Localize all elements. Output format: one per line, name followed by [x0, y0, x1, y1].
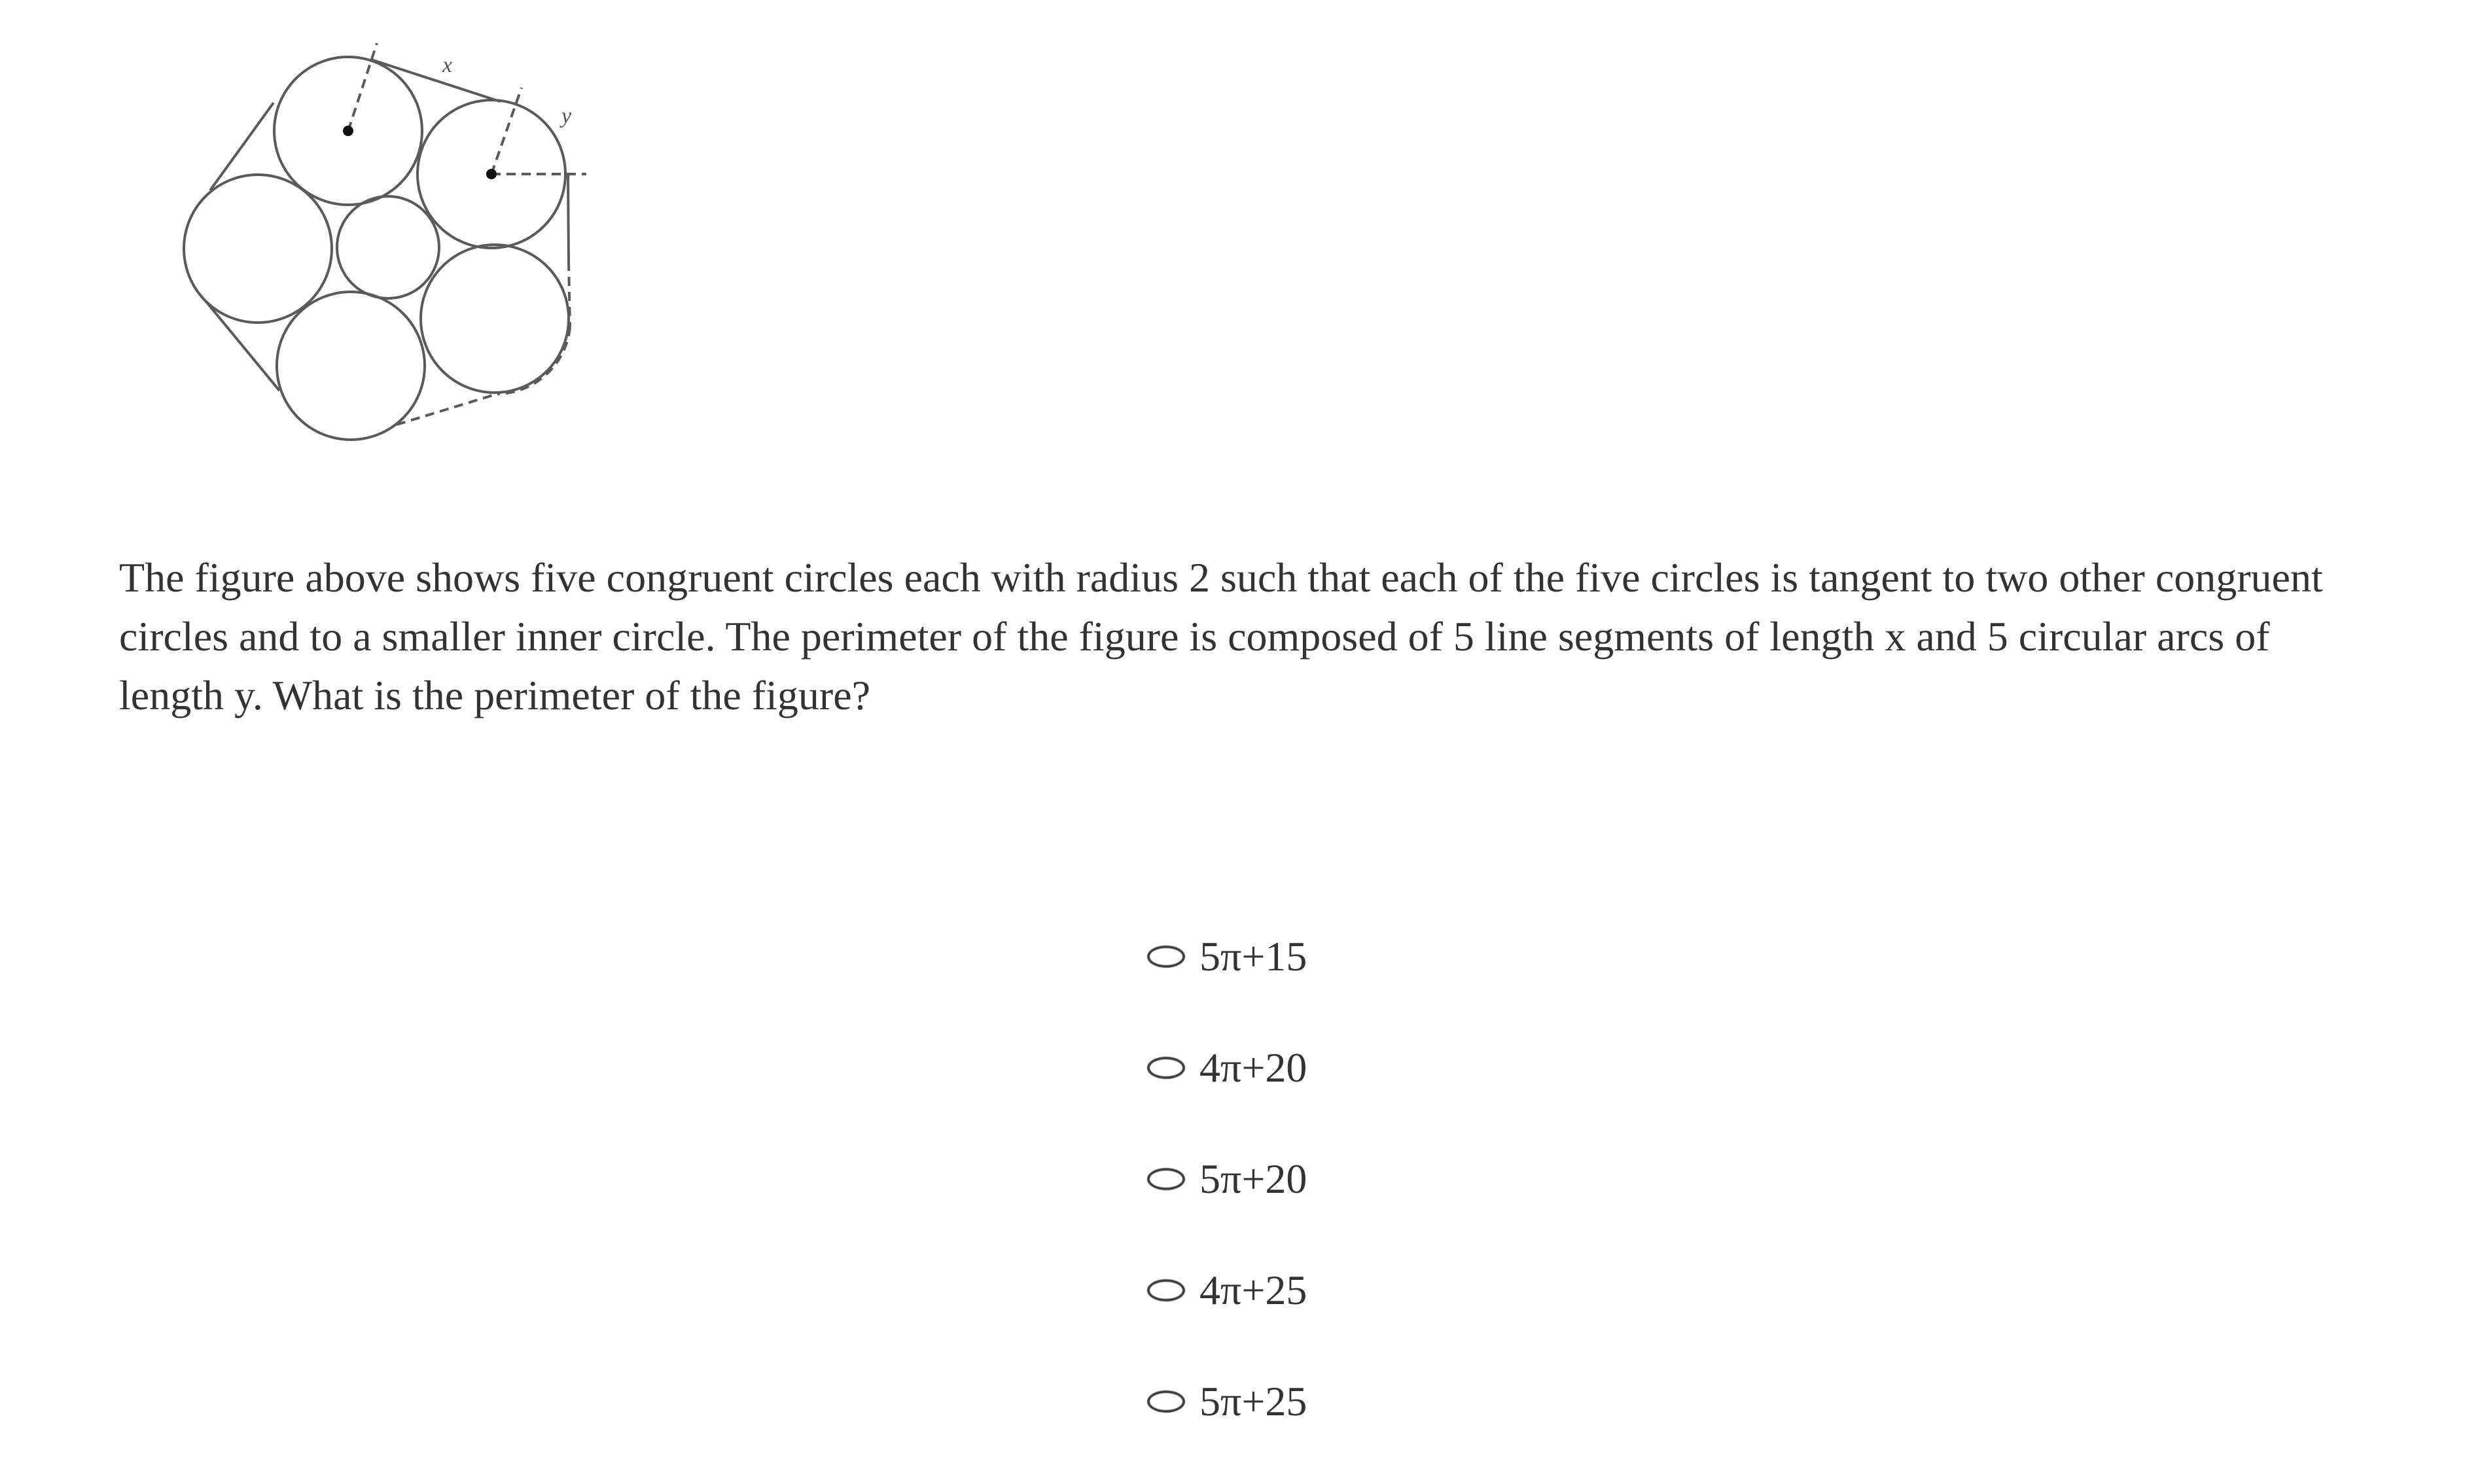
option-label: 5π+25	[1199, 1378, 1307, 1424]
answer-option-3[interactable]	[1147, 1150, 1307, 1208]
answer-option-4[interactable]	[1147, 1262, 1307, 1319]
radio-button-icon[interactable]	[1147, 945, 1185, 968]
segment-label-x: x	[442, 53, 453, 77]
question-text: The figure above shows five congruent circles each with radius 2 such that each of the five circles is tangent to two other congruent circles and to a smaller inner circle. The perimeter of the figure is composed of 5 line segments of length x and 5 circular arcs of length y. What is the perimeter of the figure?	[119, 554, 2323, 718]
circle-left	[184, 175, 332, 323]
circle-bottom-right	[421, 245, 569, 393]
circle-bottom	[277, 292, 425, 440]
answer-option-1[interactable]	[1147, 928, 1307, 985]
radio-button-icon[interactable]	[1147, 1279, 1185, 1301]
five-circles-diagram	[170, 26, 615, 458]
radio-button-icon[interactable]	[1147, 1057, 1185, 1079]
geometry-figure	[170, 26, 615, 458]
option-label: 5π+15	[1199, 933, 1307, 980]
option-label: 4π+20	[1199, 1044, 1307, 1091]
radio-button-icon[interactable]	[1147, 1390, 1185, 1413]
arc-label-y: y	[561, 104, 572, 128]
option-label: 4π+25	[1199, 1267, 1307, 1313]
option-label: 5π+20	[1199, 1156, 1307, 1202]
radio-button-icon[interactable]	[1147, 1168, 1185, 1190]
answer-options	[1147, 928, 1307, 1484]
answer-option-2[interactable]	[1147, 1039, 1307, 1097]
circle-inner	[337, 196, 439, 298]
answer-option-5[interactable]	[1147, 1373, 1307, 1430]
